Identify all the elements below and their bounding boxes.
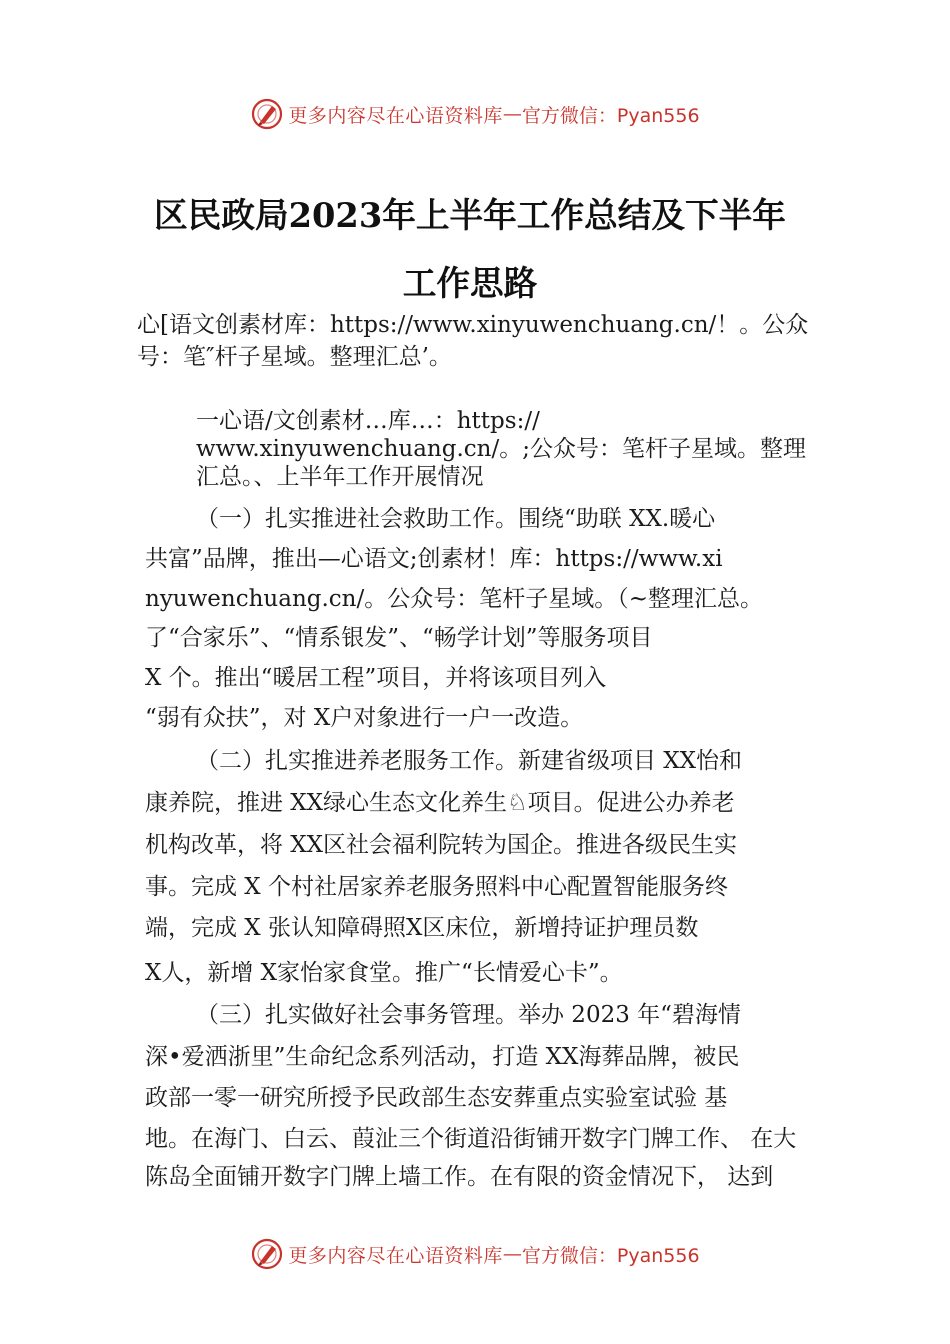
- text-line: X 个。推出“暖居工程”项目，并将该项目列入: [145, 665, 607, 691]
- text-line: （二）扎实推进养老服务工作。新建省级项目 XX怡和: [196, 748, 743, 774]
- text-line: （一）扎实推进社会救助工作。围绕“助联 XX.暖心: [196, 506, 716, 532]
- document-title-line-2: 工作思路: [402, 264, 538, 304]
- text-line: 汇总。、上半年工作开展情况: [196, 464, 484, 490]
- text-line: （三）扎实做好社会事务管理。举办 2023 年“碧海情: [196, 1002, 741, 1028]
- text-line: 康养院，推进 XX绿心生态文化养生♘项目。促进公办养老: [145, 790, 735, 816]
- banner-brand: 更多内容尽在心语资料库: [288, 104, 503, 127]
- text-line: 深•爱洒浙里”生命纪念系列活动，打造 XX海葬品牌，被民: [145, 1044, 740, 1070]
- text-line: 了“合家乐”、“情系银发”、“畅学计划”等服务项目: [145, 625, 653, 651]
- banner-dash: —: [502, 1243, 522, 1265]
- banner-dash: —: [502, 103, 522, 125]
- pen-logo-icon: [250, 1237, 284, 1271]
- banner-brand: 更多内容尽在心语资料库: [288, 1244, 503, 1267]
- text-line: 端，完成 X 张认知障碍照X区床位，新增持证护理员数: [145, 915, 699, 941]
- text-line: X人，新增 X家怡家食堂。推广“长情爱心卡”。: [145, 960, 623, 986]
- text-line: 号：笔″杆子星域。整理汇总’。: [137, 344, 452, 370]
- text-line: 地。在海门、白云、葭沚三个街道沿街铺开数字门牌工作、 在大: [145, 1126, 797, 1152]
- text-line: 事。完成 X 个村社居家养老服务照料中心配置智能服务终: [145, 874, 728, 900]
- text-line: 政部一零一研究所授予民政部生态安葬重点实验室试验 基: [145, 1085, 728, 1111]
- text-line: www.xinyuwenchuang.cn/。;公众号：笔杆子星域。整理: [196, 436, 806, 462]
- header-banner: [0, 94, 950, 134]
- text-line: “弱有众扶”，对 X户对象进行一户一改造。: [145, 705, 584, 731]
- text-line: 心[语文创素材库：https://www.xinyuwenchuang.cn/！。公众: [137, 312, 809, 338]
- banner-wechat: 官方微信：Pyan556: [521, 1244, 700, 1267]
- text-line: 机构改革，将 XX区社会福利院转为国企。推进各级民生实: [145, 832, 738, 858]
- text-line: 陈岛全面铺开数字门牌上墙工作。在有限的资金情况下， 达到: [145, 1164, 774, 1190]
- text-line: nyuwenchuang.cn/。公众号：笔杆子星域。（~整理汇总。: [145, 586, 764, 612]
- document-title-line-1: 区民政局2023年上半年工作总结及下半年: [154, 196, 786, 236]
- banner-wechat: 官方微信：Pyan556: [521, 104, 700, 127]
- footer-banner: [0, 1234, 950, 1274]
- text-line: 一心语/文创素材…库…：https://: [196, 408, 540, 434]
- text-line: 共富”品牌，推出—心语文;创素材！库：https://www.xi: [145, 546, 723, 572]
- pen-logo-icon: [250, 97, 284, 131]
